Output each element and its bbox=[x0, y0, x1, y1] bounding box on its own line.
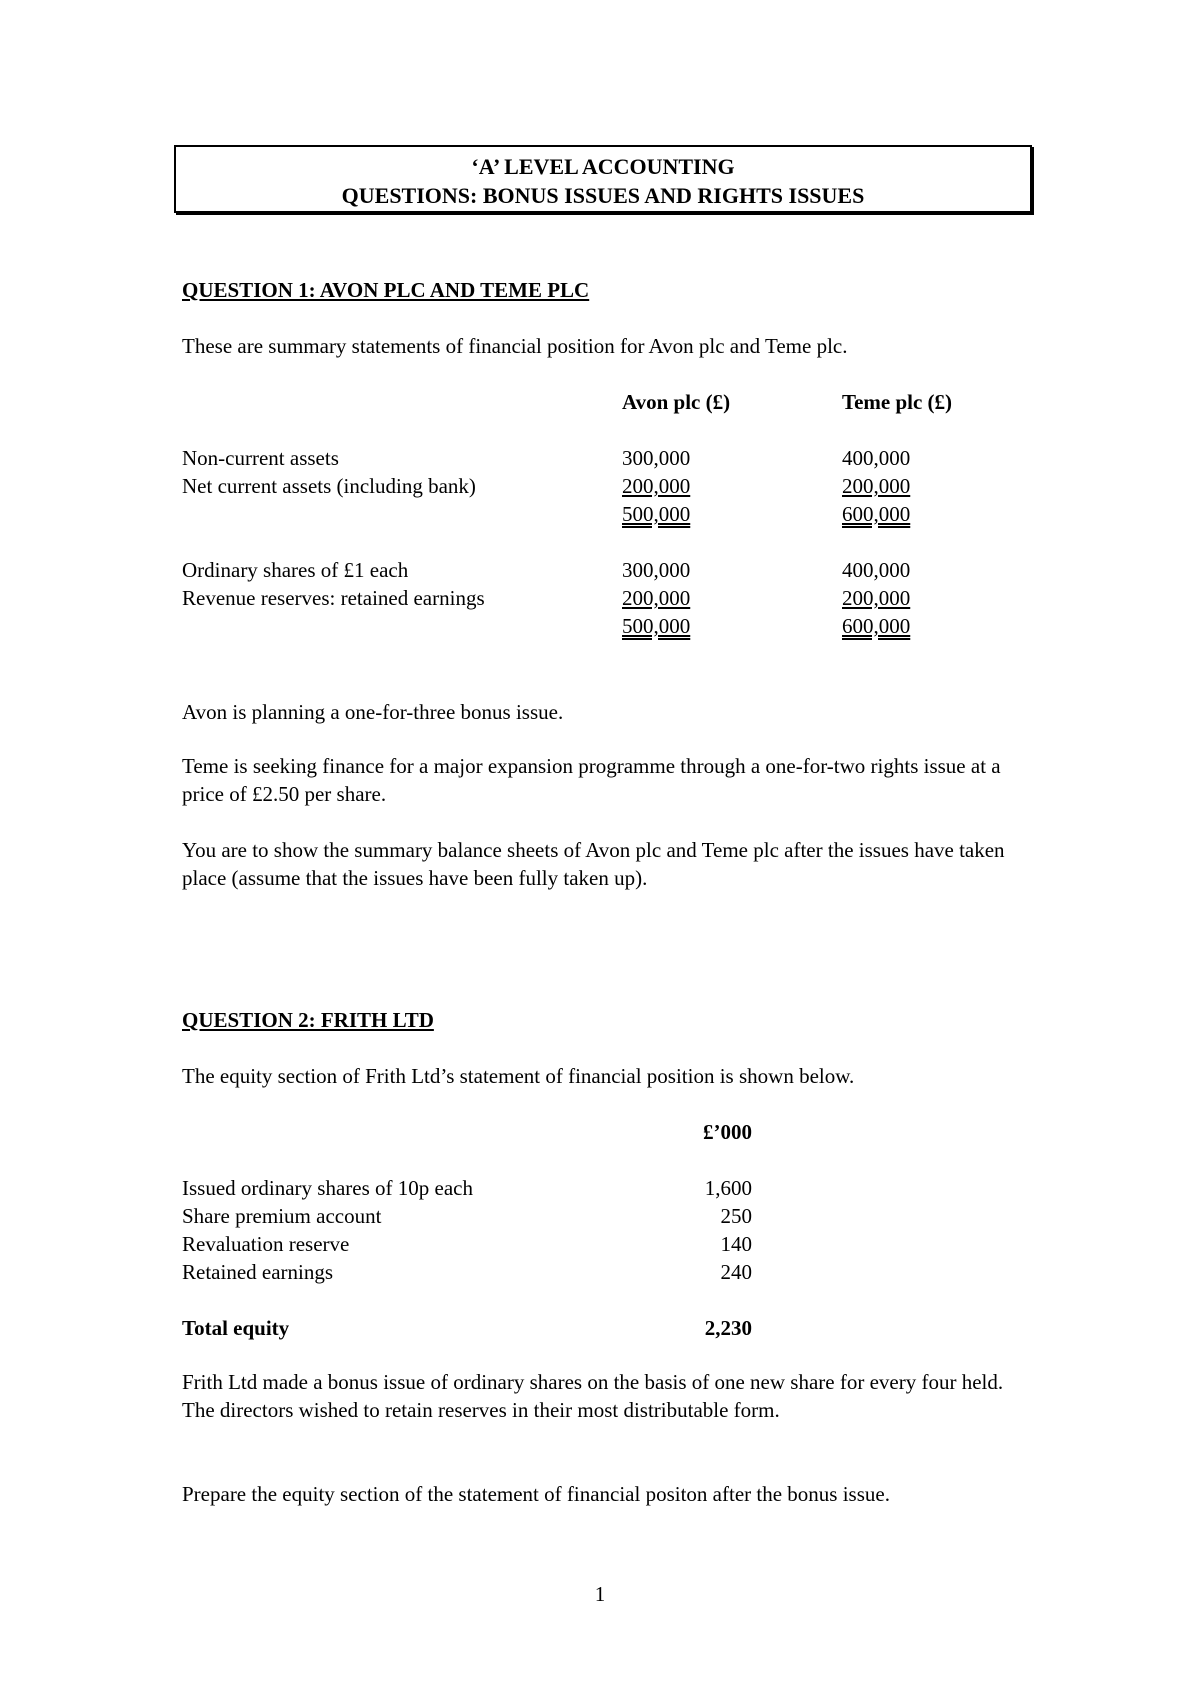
cell-avon-net-current-assets: 200,000 bbox=[622, 474, 691, 498]
cell-avon-retained-earnings: 200,000 bbox=[622, 586, 691, 610]
title-line-1: ‘A’ LEVEL ACCOUNTING bbox=[471, 154, 735, 179]
cell-teme-ordinary-shares: 400,000 bbox=[842, 558, 911, 582]
question-1-intro: These are summary statements of financial position for Avon plc and Teme plc. bbox=[182, 334, 848, 358]
cell-retained-earnings-frith: 240 bbox=[720, 1260, 752, 1284]
question-2-heading: QUESTION 2: FRITH LTD bbox=[182, 1008, 434, 1032]
column-header-thousands: £’000 bbox=[703, 1120, 752, 1144]
cell-avon-non-current-assets: 300,000 bbox=[622, 446, 691, 470]
title-line-2: QUESTIONS: BONUS ISSUES AND RIGHTS ISSUES bbox=[341, 183, 865, 208]
cell-share-premium: 250 bbox=[720, 1204, 752, 1228]
column-header-avon: Avon plc (£) bbox=[622, 390, 731, 414]
cell-total-equity: 2,230 bbox=[704, 1316, 752, 1340]
cell-avon-equity-total: 500,000 bbox=[622, 614, 691, 638]
row-label-ordinary-shares: Ordinary shares of £1 each bbox=[182, 558, 409, 582]
question-1-paragraph-1: Avon is planning a one-for-three bonus issue. bbox=[182, 700, 564, 724]
row-label-issued-shares: Issued ordinary shares of 10p each bbox=[182, 1176, 473, 1200]
cell-issued-shares: 1,600 bbox=[704, 1176, 752, 1200]
cell-avon-ordinary-shares: 300,000 bbox=[622, 558, 691, 582]
row-label-non-current-assets: Non-current assets bbox=[182, 446, 339, 470]
cell-teme-net-current-assets: 200,000 bbox=[842, 474, 911, 498]
question-1-heading: QUESTION 1: AVON PLC AND TEME PLC bbox=[182, 278, 590, 302]
row-label-retained-earnings-frith: Retained earnings bbox=[182, 1260, 334, 1284]
row-label-total-equity: Total equity bbox=[182, 1316, 290, 1340]
row-label-retained-earnings: Revenue reserves: retained earnings bbox=[182, 586, 485, 610]
question-2-paragraph-2: Prepare the equity section of the statement of financial positon after the bonus issue. bbox=[182, 1482, 890, 1506]
row-label-revaluation-reserve: Revaluation reserve bbox=[182, 1232, 350, 1256]
question-2-paragraph-1: Frith Ltd made a bonus issue of ordinary shares on the basis of one new share for every four held. The directors wished to retain reserves in their most distributable form. bbox=[182, 1370, 1004, 1422]
question-2-intro: The equity section of Frith Ltd’s statement of financial position is shown below. bbox=[182, 1064, 855, 1088]
title-box bbox=[174, 145, 1032, 213]
question-1-paragraph-2: Teme is seeking finance for a major expansion programme through a one-for-two rights issue at a price of £2.50 per share. bbox=[182, 754, 1001, 806]
cell-teme-retained-earnings: 200,000 bbox=[842, 586, 911, 610]
question-1-paragraph-3: You are to show the summary balance sheets of Avon plc and Teme plc after the issues have taken place (assume that the issues have been fully taken up). bbox=[182, 838, 1005, 890]
page-number: 1 bbox=[594, 1582, 606, 1606]
cell-avon-assets-total: 500,000 bbox=[622, 502, 691, 526]
cell-teme-equity-total: 600,000 bbox=[842, 614, 911, 638]
cell-teme-non-current-assets: 400,000 bbox=[842, 446, 911, 470]
cell-teme-assets-total: 600,000 bbox=[842, 502, 911, 526]
row-label-share-premium: Share premium account bbox=[182, 1204, 382, 1228]
column-header-teme: Teme plc (£) bbox=[842, 390, 953, 414]
row-label-net-current-assets: Net current assets (including bank) bbox=[182, 474, 476, 498]
cell-revaluation-reserve: 140 bbox=[720, 1232, 752, 1256]
